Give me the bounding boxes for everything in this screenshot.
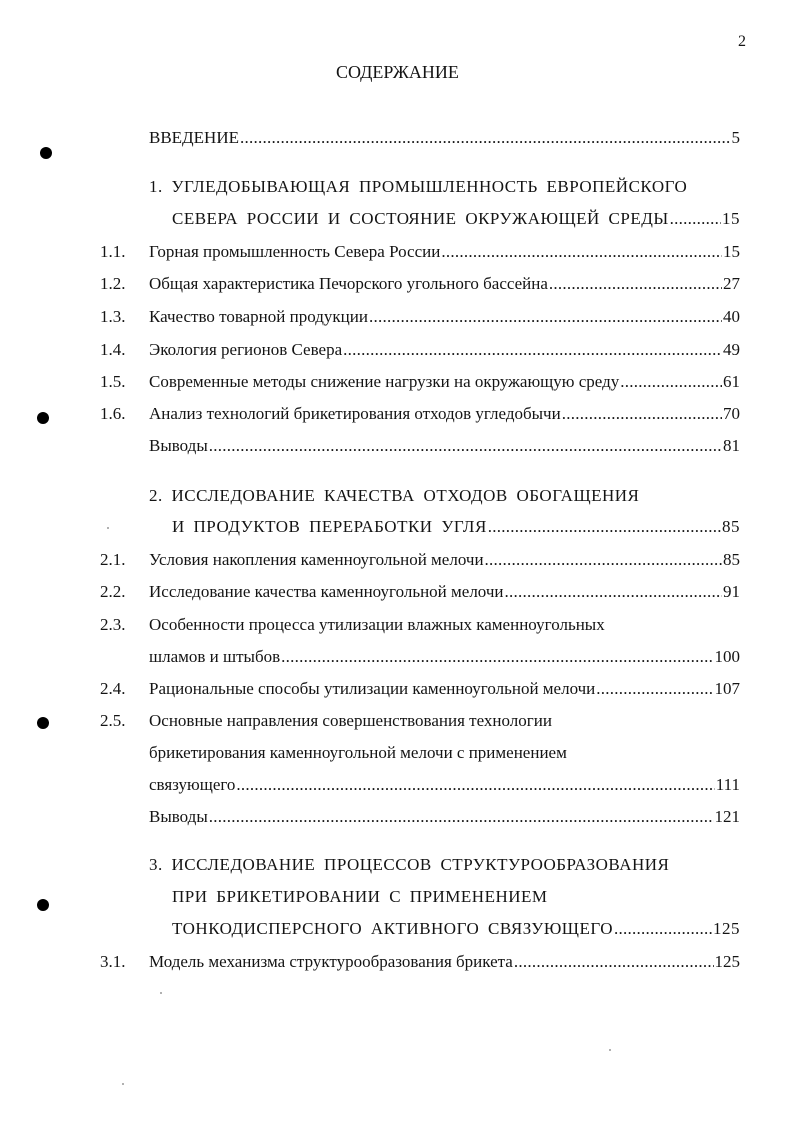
toc-entry[interactable] [149, 484, 740, 508]
toc-row-chapter-2-cont [0, 515, 795, 539]
toc-entry-title: Рациональные способы утилизации каменноугольной мелочи [149, 679, 596, 698]
toc-entry[interactable] [149, 434, 740, 458]
toc-row-chapter-3 [0, 853, 795, 877]
toc-entry-page: 107 [714, 679, 740, 698]
toc-entry[interactable] [172, 515, 740, 539]
dot-leader [485, 548, 722, 572]
dot-leader [514, 950, 714, 974]
dot-leader [596, 677, 713, 701]
scan-speck [609, 1049, 611, 1051]
toc-row-chapter-1 [0, 175, 795, 199]
toc-entry-title: Особенности процесса утилизации влажных каменноугольных [149, 615, 605, 634]
toc-entry-title: ТОНКОДИСПЕРСНОГО АКТИВНОГО СВЯЗУЮЩЕГО [172, 919, 614, 938]
toc-entry-title: Качество товарной продукции [149, 307, 368, 326]
toc-entry-title: брикетирования каменноугольной мелочи с применением [149, 743, 567, 762]
toc-row [0, 677, 795, 701]
toc-entry-page: 40 [723, 307, 740, 326]
toc-row [0, 402, 795, 426]
toc-entry-title: 2. ИССЛЕДОВАНИЕ КАЧЕСТВА ОТХОДОВ ОБОГАЩЕНИЯ [149, 486, 640, 505]
toc-row [0, 709, 795, 733]
toc-entry-page: 121 [714, 807, 740, 826]
toc-entry-title: И ПРОДУКТОВ ПЕРЕРАБОТКИ УГЛЯ [172, 517, 487, 536]
toc-entry-page: 85 [722, 517, 740, 536]
toc-row [0, 370, 795, 394]
toc-entry-page: 111 [715, 775, 740, 794]
dot-leader [343, 338, 722, 362]
toc-entry[interactable] [172, 917, 740, 941]
toc-row [0, 305, 795, 329]
toc-entry[interactable] [149, 240, 740, 264]
toc-entry[interactable] [149, 709, 740, 733]
toc-entry-page: 5 [731, 128, 740, 147]
toc-entry-number: 2.5. [100, 711, 126, 730]
toc-entry-number: 1.2. [100, 274, 126, 293]
toc-entry-title: Условия накопления каменноугольной мелочи [149, 550, 484, 569]
toc-entry-title: Экология регионов Севера [149, 340, 343, 359]
toc-entry-page: 15 [722, 209, 740, 228]
toc-entry-title: Выводы [149, 807, 208, 826]
toc-entry-title: 1. УГЛЕДОБЫВАЮЩАЯ ПРОМЫШЛЕННОСТЬ ЕВРОПЕЙСКОГО [149, 177, 688, 196]
toc-entry-page: 125 [714, 952, 740, 971]
toc-row [0, 580, 795, 604]
toc-entry-page: 27 [723, 274, 740, 293]
toc-entry-title: Горная промышленность Севера России [149, 242, 441, 261]
toc-entry-title: Исследование качества каменноугольной мелочи [149, 582, 504, 601]
dot-leader [620, 370, 722, 394]
toc-entry[interactable] [149, 950, 740, 974]
toc-row [0, 272, 795, 296]
toc-entry[interactable] [149, 677, 740, 701]
toc-entry-title: Модель механизма структурообразования брикета [149, 952, 513, 971]
toc-entry[interactable] [149, 741, 740, 765]
dot-leader [209, 434, 722, 458]
toc-row-cont [0, 773, 795, 797]
toc-row-chapter-1-cont [0, 207, 795, 231]
toc-entry-title: ВВЕДЕНИЕ [149, 128, 239, 147]
dot-leader [670, 207, 721, 231]
toc-entry[interactable] [172, 207, 740, 231]
toc-row-chapter-2 [0, 484, 795, 508]
toc-entry[interactable] [149, 613, 740, 637]
toc-entry[interactable] [172, 885, 740, 909]
toc-row [0, 613, 795, 637]
toc-entry-title: 3. ИССЛЕДОВАНИЕ ПРОЦЕССОВ СТРУКТУРООБРАЗОВАНИЯ [149, 855, 670, 874]
toc-entry-page: 49 [723, 340, 740, 359]
toc-entry-title: Общая характеристика Печорского угольного бассейна [149, 274, 548, 293]
toc-entry[interactable] [149, 645, 740, 669]
toc-entry-title: Основные направления совершенствования технологии [149, 711, 552, 730]
toc-entry[interactable] [149, 853, 740, 877]
scan-speck [160, 992, 162, 994]
toc-row [0, 548, 795, 572]
toc-entry-page: 125 [713, 919, 740, 938]
toc-entry-page: 70 [723, 404, 740, 423]
toc-entry-number: 2.3. [100, 615, 126, 634]
toc-entry-title: ПРИ БРИКЕТИРОВАНИИ С ПРИМЕНЕНИЕМ [172, 887, 548, 906]
dot-leader [236, 773, 714, 797]
dot-leader [562, 402, 722, 426]
dot-leader [369, 305, 722, 329]
toc-entry[interactable] [149, 548, 740, 572]
toc-entry-page: 81 [723, 436, 740, 455]
toc-row [0, 240, 795, 264]
toc-entry[interactable] [149, 338, 740, 362]
toc-entry[interactable] [149, 805, 740, 829]
page-number: 2 [738, 33, 746, 50]
toc-row-introduction [0, 126, 795, 150]
toc-entry[interactable] [149, 126, 740, 150]
toc-entry[interactable] [149, 773, 740, 797]
toc-entry-page: 61 [723, 372, 740, 391]
toc-entry[interactable] [149, 272, 740, 296]
toc-entry-page: 85 [723, 550, 740, 569]
toc-entry[interactable] [149, 580, 740, 604]
toc-entry-number: 2.2. [100, 582, 126, 601]
toc-entry-number: 2.4. [100, 679, 126, 698]
toc-row [0, 950, 795, 974]
toc-entry[interactable] [149, 402, 740, 426]
toc-entry-number: 1.6. [100, 404, 126, 423]
toc-entry-title: СЕВЕРА РОССИИ И СОСТОЯНИЕ ОКРУЖАЮЩЕЙ СРЕДЫ [172, 209, 669, 228]
toc-entry-number: 1.1. [100, 242, 126, 261]
dot-leader [488, 515, 721, 539]
toc-row-chapter-3-cont [0, 885, 795, 909]
toc-entry-number: 1.4. [100, 340, 126, 359]
toc-entry-page: 15 [723, 242, 740, 261]
toc-entry-page: 91 [723, 582, 740, 601]
scan-speck [122, 1083, 124, 1085]
toc-entry-title: Выводы [149, 436, 208, 455]
toc-entry-number: 3.1. [100, 952, 126, 971]
dot-leader [281, 645, 713, 669]
toc-entry[interactable] [149, 175, 740, 199]
dot-leader [240, 126, 731, 150]
toc-row-cont [0, 645, 795, 669]
toc-entry-title: Анализ технологий брикетирования отходов угледобычи [149, 404, 561, 423]
toc-row-chapter-3-cont [0, 917, 795, 941]
dot-leader [441, 240, 722, 264]
dot-leader [505, 580, 722, 604]
dot-leader [209, 805, 714, 829]
toc-entry[interactable] [149, 370, 740, 394]
dot-leader [549, 272, 722, 296]
toc-entry-page: 100 [714, 647, 740, 666]
toc-entry-title: шламов и штыбов [149, 647, 281, 666]
toc-entry-title: Современные методы снижение нагрузки на окружающую среду [149, 372, 620, 391]
page-title: СОДЕРЖАНИЕ [336, 62, 459, 82]
toc-row [0, 338, 795, 362]
toc-row-conclusions [0, 434, 795, 458]
dot-leader [614, 917, 712, 941]
toc-entry-number: 1.5. [100, 372, 126, 391]
toc-entry[interactable] [149, 305, 740, 329]
toc-row-cont [0, 741, 795, 765]
toc-entry-number: 2.1. [100, 550, 126, 569]
toc-entry-number: 1.3. [100, 307, 126, 326]
toc-entry-title: связующего [149, 775, 236, 794]
toc-row-conclusions [0, 805, 795, 829]
